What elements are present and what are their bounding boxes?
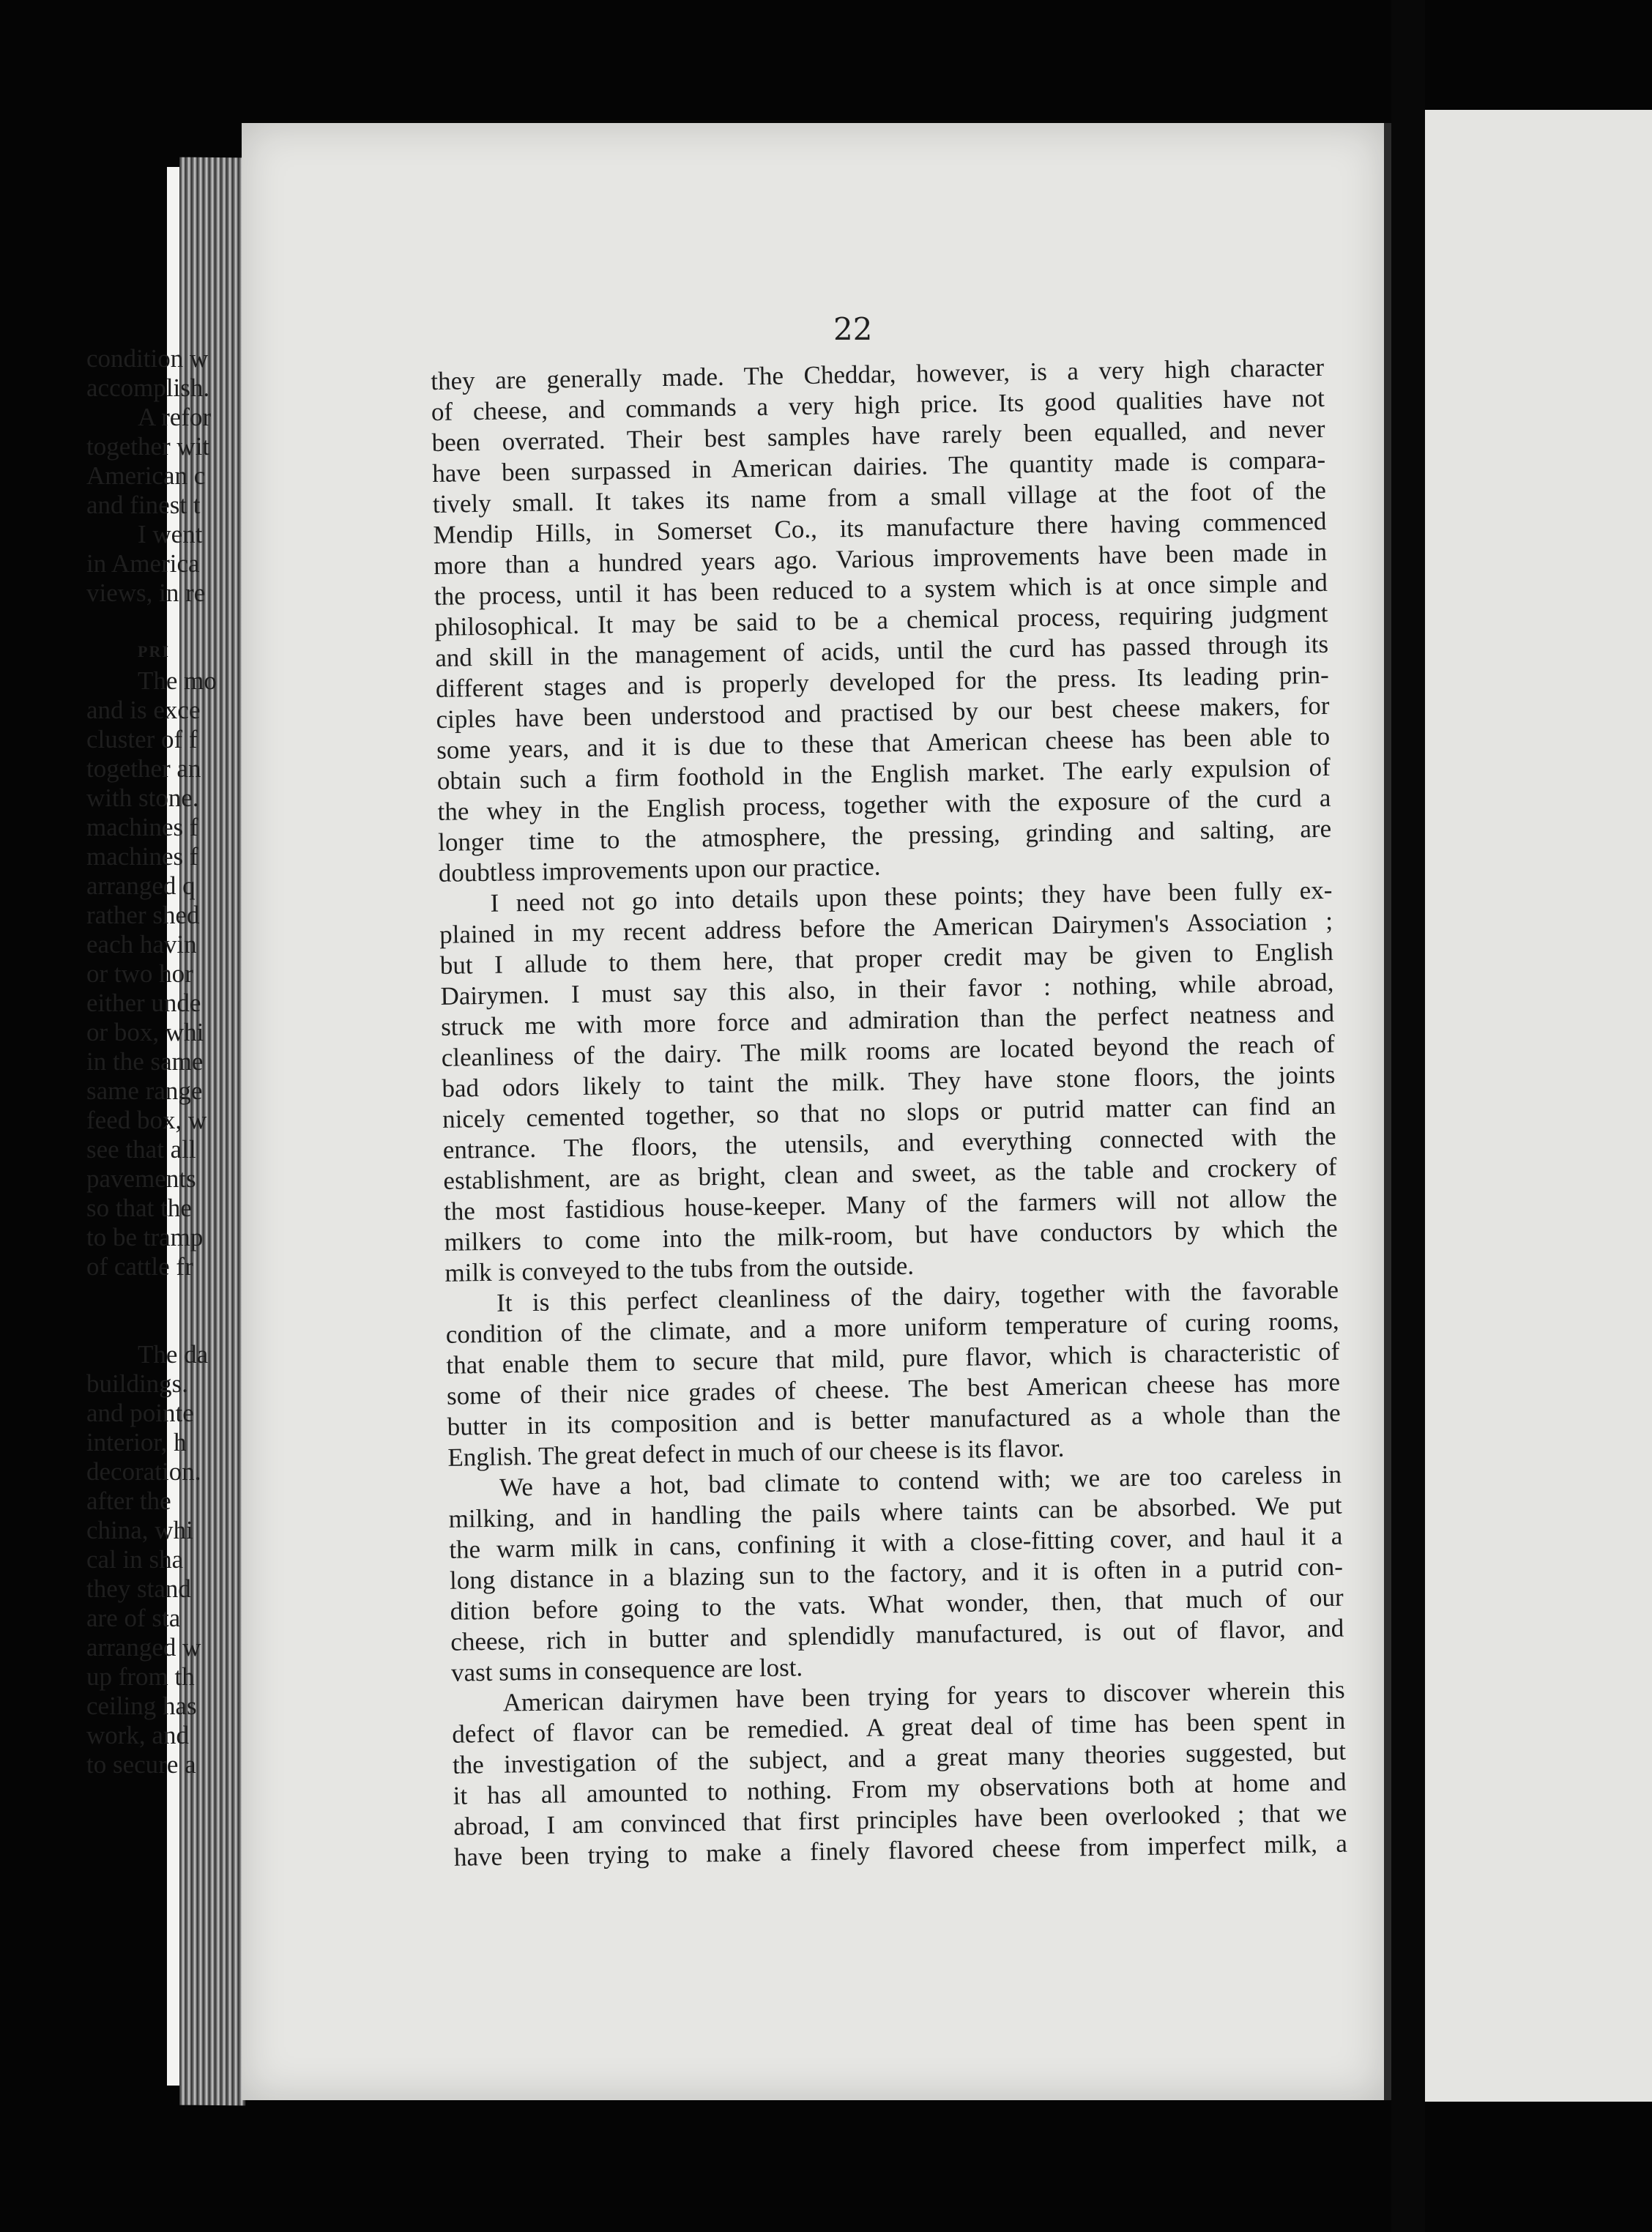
text-line: condition w (86, 344, 209, 373)
text-line: interior, h (86, 1428, 187, 1457)
text-line: been overrated. Their best samples have rarely been equalled, and never (431, 414, 1325, 457)
text-line: work, and (86, 1721, 189, 1749)
text-line: accomplish. (86, 373, 210, 402)
text-line: decoration. (86, 1457, 201, 1486)
text-line: each havin (86, 930, 197, 959)
text-line: to secure a (86, 1750, 196, 1779)
text-line: The da (138, 1340, 209, 1369)
text-line: and pointe (86, 1399, 194, 1427)
text-line: I need not go into details upon these points; they have been fully ex- (490, 875, 1333, 918)
text-line: the investigation of the subject, and a great many theories suggested, but (452, 1736, 1347, 1779)
text-line: machines f (86, 813, 198, 841)
text-line: have been trying to make a finely flavored cheese from imperfect milk, a (453, 1829, 1348, 1872)
text-line: together an (86, 754, 201, 783)
text-line: they stand (86, 1574, 191, 1603)
line-gap (86, 1311, 233, 1340)
text-line: of cheese, and commands a very high price. Its good qualities have not (431, 383, 1325, 426)
text-line: they are generally made. The Cheddar, however, is a very high character (431, 352, 1325, 395)
text-line: bad odors likely to taint the milk. They have stone floors, the joints (442, 1060, 1336, 1103)
text-line: machines f (86, 842, 198, 871)
text-line: to be tramp (86, 1223, 204, 1251)
text-line: either unde (86, 989, 201, 1017)
right-page-body (86, 344, 233, 1779)
text-line: doubtless improvements upon our practice. (438, 852, 881, 888)
text-line: rather shed (86, 901, 200, 929)
right-page (1425, 110, 1652, 2102)
text-line: views, in re (86, 579, 206, 607)
text-line: obtain such a firm foothold in the English market. The early expulsion of (436, 752, 1331, 795)
text-line: some years, and it is due to these that American cheese has been able to (436, 721, 1331, 765)
text-line: of cattle fr (86, 1252, 193, 1281)
text-line: china, whi (86, 1516, 193, 1544)
text-line: American c (86, 461, 206, 490)
text-line: or two hor (86, 959, 193, 988)
text-line: longer time to the atmosphere, the pressing, grinding and salting, are (437, 814, 1332, 857)
text-line: tively small. It takes its name from a small village at the foot of the (432, 475, 1327, 518)
text-line: buildings. (86, 1369, 189, 1398)
text-line: It is this perfect cleanliness of the dairy, together with the favorable (496, 1275, 1339, 1317)
text-line: American dairymen have been trying for years to discover wherein this (502, 1675, 1345, 1717)
text-line: I went (138, 520, 203, 548)
text-line: long distance in a blazing sun to the factory, and it is often in a putrid con- (449, 1552, 1344, 1595)
text-line: in America (86, 549, 200, 578)
text-line: cal in sha (86, 1545, 184, 1574)
text-line: struck me with more force and admiration than the perfect neatness and (440, 998, 1335, 1041)
text-line: condition of the climate, and a more uniform temperature of curing rooms, (445, 1306, 1339, 1349)
text-line: after the (86, 1487, 171, 1515)
text-line: cluster of f (86, 725, 198, 754)
text-line: milking, and in handling the pails where taints can be absorbed. We put (448, 1490, 1342, 1533)
text-line: it has all amounted to nothing. From my observations both at home and (453, 1767, 1347, 1810)
text-line: and finest t (86, 491, 201, 519)
text-line: see that all (86, 1135, 196, 1164)
text-line: The mo (138, 666, 217, 695)
book-gutter (1391, 0, 1425, 2232)
text-line: plained in my recent address before the American Dairymen's Association ; (439, 906, 1333, 949)
text-line: some of their nice grades of cheese. The best American cheese has more (446, 1367, 1341, 1410)
text-line: are of sta (86, 1604, 181, 1632)
text-line: entrance. The floors, the utensils, and everything connected with the (442, 1121, 1336, 1164)
text-line: in the same (86, 1047, 204, 1076)
text-line: that enable them to secure that mild, pure flavor, which is characteristic of (446, 1336, 1340, 1380)
text-line: ciples have been understood and practised by our best cheese makers, for (436, 691, 1330, 734)
section-heading: PRI (138, 642, 170, 661)
text-line: and skill in the management of acids, until the curd has passed through its (434, 629, 1329, 672)
text-line: A refor (138, 403, 212, 431)
text-line: cheese, rich in butter and splendidly manufactured, is out of flavor, and (450, 1613, 1344, 1656)
text-line: Mendip Hills, in Somerset Co., its manufacture there having commenced (433, 506, 1327, 549)
text-line: up from th (86, 1662, 195, 1691)
text-line: butter in its composition and is better manufactured as a whole than the (447, 1398, 1341, 1441)
text-line: Dairymen. I must say this also, in their favor : nothing, while abroad, (440, 967, 1334, 1011)
text-line: We have a hot, bad climate to contend with; we are too careless in (499, 1459, 1342, 1502)
page-number: 22 (833, 311, 873, 347)
text-line: more than a hundred years ago. Various improvements have been made in (433, 537, 1328, 580)
text-line: arranged w (86, 1633, 201, 1662)
text-line: abroad, I am convinced that first principles have been overlooked ; that we (453, 1798, 1347, 1841)
text-line: ceiling has (86, 1692, 197, 1720)
text-line: and is exce (86, 696, 201, 724)
text-line: arranged q (86, 871, 196, 900)
text-line: feed box, w (86, 1106, 207, 1134)
text-line: English. The great defect in much of our cheese is its flavor. (447, 1433, 1065, 1472)
text-line: with stone. (86, 784, 199, 812)
text-line: the process, until it has been reduced to a system which is at once simple and (434, 568, 1328, 611)
text-line: defect of flavor can be remedied. A great deal of time has been spent in (452, 1705, 1346, 1749)
text-line: philosophical. It may be said to be a chemical process, requiring judgment (434, 598, 1328, 641)
text-line: cleanliness of the dairy. The milk rooms are located beyond the reach of (441, 1029, 1335, 1072)
text-line: milk is conveyed to the tubs from the outside. (444, 1251, 915, 1287)
text-line: the whey in the English process, together with the exposure of the curd a (437, 783, 1331, 826)
line-gap (86, 1281, 233, 1311)
left-page-body (431, 352, 1347, 1873)
text-line: the warm milk in cans, confining it with a close-fitting cover, and haul it a (449, 1521, 1343, 1564)
text-line: establishment, are as bright, clean and sweet, as the table and crockery of (443, 1152, 1337, 1195)
text-line: pavements (86, 1164, 196, 1193)
text-line: the most fastidious house-keeper. Many of the farmers will not allow the (443, 1183, 1338, 1226)
text-line: milkers to come into the milk-room, but have conductors by which the (444, 1213, 1338, 1257)
text-line: dition before going to the vats. What wonder, then, that much of our (450, 1582, 1344, 1626)
text-line: nicely cemented together, so that no slops or putrid matter can find an (442, 1090, 1336, 1134)
line-gap (86, 608, 233, 637)
text-line: same range (86, 1076, 203, 1105)
text-line: together wit (86, 432, 210, 461)
text-line: but I allude to them here, that proper credit may be given to English (439, 937, 1334, 980)
text-line: have been surpassed in American dairies. The quantity made is compara- (431, 444, 1326, 488)
text-line: so that the (86, 1194, 192, 1222)
text-line: vast sums in consequence are lost. (450, 1653, 803, 1687)
text-line: different stages and is properly developed for the press. Its leading prin- (435, 660, 1330, 703)
text-line: or box, whi (86, 1018, 204, 1046)
